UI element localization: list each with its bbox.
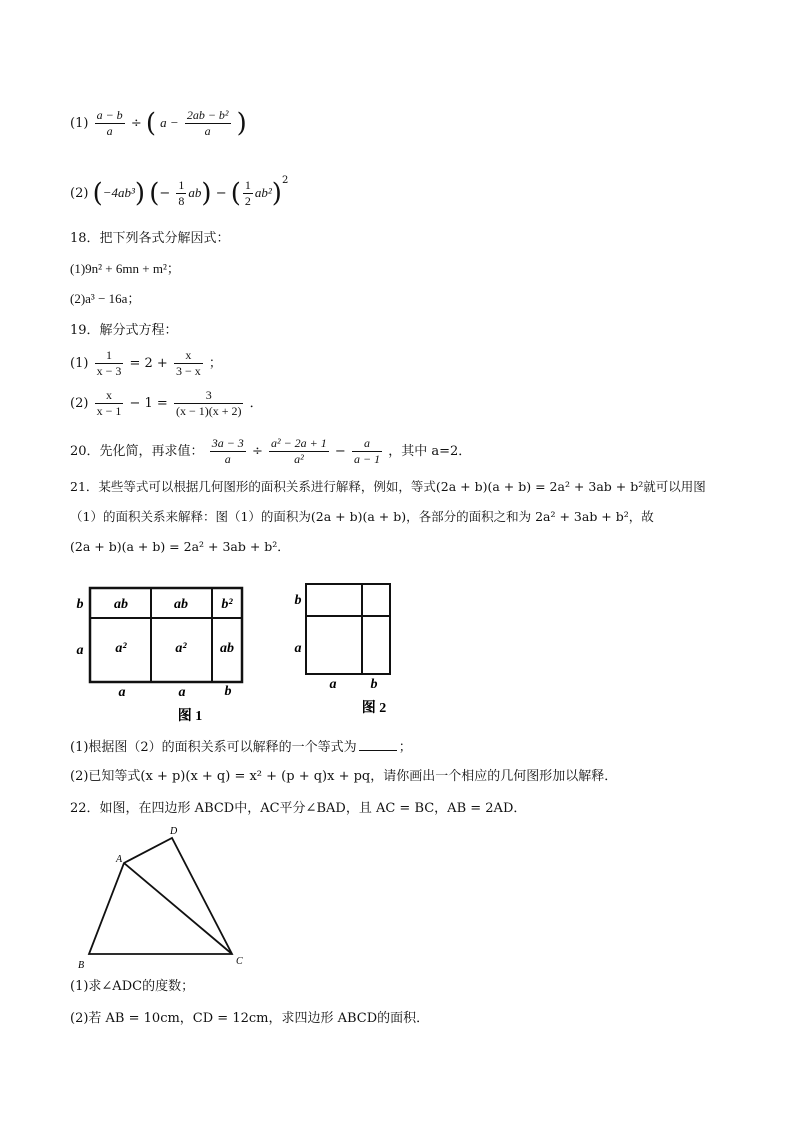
point-label-a: A (116, 854, 123, 865)
q21-line3: (2a + b)(a + b) = 2a² + 3ab + b²． (70, 539, 290, 554)
right-paren: ) (134, 178, 146, 209)
q17-p2-term3: ab² (254, 185, 272, 200)
q17-p1-label: (1) (70, 116, 89, 131)
exponent: 2 (281, 175, 289, 186)
fig1-cell-bottom-2: a² (175, 641, 187, 656)
fig1-bottom-label-1: a (118, 685, 126, 700)
point-label-d: D (170, 826, 178, 837)
right-paren: ) (201, 178, 212, 209)
q20 (70, 436, 471, 467)
q20-tail: ，其中 a=2． (388, 444, 472, 459)
q18-part2: (2)a³ − 16a； (70, 291, 141, 306)
q19-p1-end: ； (208, 356, 222, 371)
q19-p1-fraction1: $\frac{1}{x - 3}$ (96, 348, 122, 378)
q17-part2 (70, 172, 288, 209)
q21-part2: (2)已知等式(x + p)(x + q) = x² + (p + q)x + pq，请你画出一个相应的几何图形加以解释． (70, 769, 618, 784)
q17-p1-fraction1: $\frac{a - b}{a}$ (96, 108, 123, 138)
left-paren: ( (92, 178, 103, 209)
point-label-b: B (78, 960, 85, 971)
fig2-left-label-b: b (294, 593, 302, 608)
minus-sign: − (159, 186, 171, 201)
q18-part1: (1)9n² + 6mn + m²； (70, 261, 180, 276)
fig1-cell-bottom-1: a² (115, 641, 127, 656)
q21-part1 (70, 738, 412, 757)
q17-p2-fraction1: $\frac{1}{8}$ (178, 178, 185, 208)
q20-lead: 20．先化简，再求值： (70, 444, 204, 459)
q19-p1-fraction2: $\frac{x}{3 - x}$ (175, 348, 201, 378)
q19-p2-label: (2) (70, 396, 89, 411)
left-paren: ( (230, 178, 241, 209)
q17-p2-term1: −4ab³ (102, 185, 135, 200)
fig2-bottom-label-b: b (370, 677, 378, 692)
fig1-caption: 图 1 (177, 709, 203, 724)
left-paren: ( (149, 178, 160, 209)
q19-p2-fraction1: $\frac{x}{x - 1}$ (96, 388, 122, 418)
minus-sign: − (334, 444, 346, 459)
point-label-c: C (236, 956, 243, 967)
left-paren: ( (145, 108, 157, 139)
figure-2 (290, 580, 400, 720)
q19-p2-middle: − 1 = (129, 396, 168, 411)
divide-sign: ÷ (130, 116, 142, 131)
fig2-bottom-label-a: a (329, 677, 337, 692)
q17-p2-term2: ab (188, 185, 202, 200)
q19-part1 (70, 348, 222, 379)
right-paren: ) (236, 108, 247, 139)
q17-p1-fraction2: $\frac{\text{2ab − b²}}{a}$ (186, 108, 229, 138)
q20-fraction3: $\frac{a}{a - 1}$ (353, 436, 381, 466)
fig1-cell-top-1: ab (114, 597, 128, 612)
fig2-outer-rect (306, 584, 390, 674)
fig1-bottom-label-2: a (178, 685, 186, 700)
q22-part2: (2)若 AB = 10cm，CD = 12cm，求四边形 ABCD的面积． (70, 1011, 430, 1026)
diagonal-ac (124, 863, 232, 954)
q19-p2-end: ． (249, 396, 263, 411)
q17-p1-term-a: a − (160, 115, 179, 130)
q20-fraction2: $\frac{\text{a² − 2a + 1}}{\text{a²}}$ (270, 436, 327, 466)
fig1-left-label-b: b (76, 597, 84, 612)
figure-1 (70, 580, 260, 725)
q21-line2: （1）的面积关系来解释：图（1）的面积为(2a + b)(a + b)，各部分的面积之和为 2a² + 3ab + b²，故 (70, 509, 654, 524)
fig2-left-label-a: a (294, 641, 302, 656)
q21-p1-text: (1)根据图（2）的面积关系可以解释的一个等式为 (70, 740, 357, 755)
q22-figure (72, 822, 282, 972)
q20-fraction1: $\frac{3a - 3}{a}$ (211, 436, 244, 466)
divide-sign: ÷ (251, 444, 263, 459)
q22-part1: (1)求∠ADC的度数； (70, 979, 195, 994)
q17-part1 (70, 108, 247, 139)
q17-p2-label: (2) (70, 186, 89, 201)
right-paren: ) (271, 178, 282, 209)
q19-p2-fraction2: $\frac{3}{(x - 1)(x + 2)}$ (175, 388, 242, 418)
q19-part2 (70, 388, 263, 419)
minus-sign: − (215, 186, 227, 201)
q19-title: 19．解分式方程： (70, 323, 178, 338)
fig2-caption: 图 2 (361, 701, 387, 716)
q18-title: 18．把下列各式分解因式： (70, 231, 230, 246)
fig1-outer-rect (90, 588, 242, 682)
fig1-cell-top-2: ab (174, 597, 188, 612)
q17-p2-fraction2: $\frac{1}{2}$ (244, 178, 251, 208)
q21-p1-end: ； (398, 740, 412, 755)
q22-title: 22．如图，在四边形 ABCD中，AC平分∠BAD，且 AC = BC，AB = 2AD． (70, 801, 527, 816)
fig1-bottom-label-3: b (224, 684, 232, 699)
fig1-cell-top-3: b² (221, 597, 233, 612)
fig1-left-label-a: a (76, 643, 84, 658)
q19-p1-label: (1) (70, 356, 89, 371)
fig1-cell-bottom-3: ab (220, 641, 234, 656)
q19-p1-middle: = 2 + (129, 356, 168, 371)
answer-blank (359, 738, 397, 751)
q21-line1: 21．某些等式可以根据几何图形的面积关系进行解释，例如，等式(2a + b)(a + b) = 2a² + 3ab + b²就可以用图 (70, 479, 706, 494)
